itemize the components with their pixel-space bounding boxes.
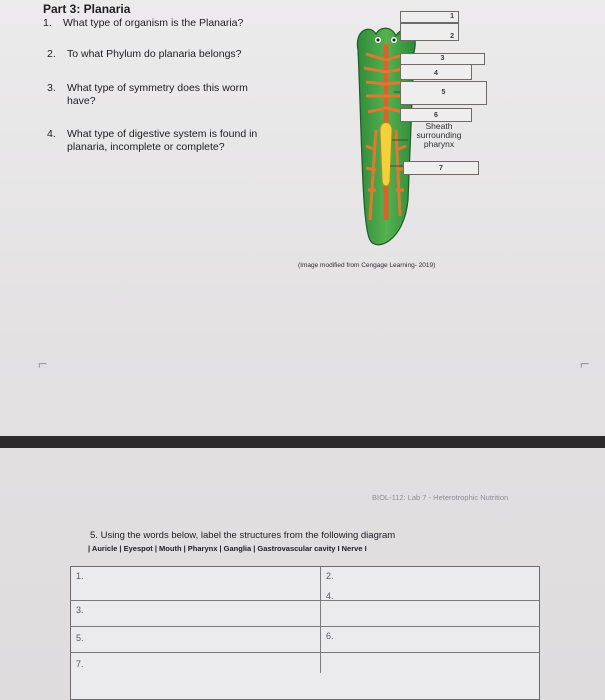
diagram-label-5: 5 <box>400 81 487 105</box>
question-5 <box>90 530 395 541</box>
answer-cell-4[interactable]: 4. <box>326 591 334 601</box>
question-4-text: What type of digestive system is found in <box>67 128 258 140</box>
sheath-label: Sheath surrounding pharynx <box>416 121 462 149</box>
question-3-text-line2: have? <box>67 95 96 107</box>
table-row-divider <box>70 626 540 627</box>
question-4 <box>47 128 257 154</box>
question-3-number: 3. <box>47 82 56 94</box>
question-1-text: What type of organism is the Planaria? <box>63 17 244 29</box>
table-row-divider <box>70 600 540 601</box>
question-3 <box>47 82 248 108</box>
crop-mark: ⌐ <box>38 356 48 373</box>
table-divider <box>320 567 321 673</box>
diagram-label-2: 2 <box>400 23 459 41</box>
table-row-divider <box>70 652 540 653</box>
diagram-label-4: 4 <box>400 64 472 80</box>
answer-cell-3[interactable]: 3. <box>76 605 84 615</box>
answer-cell-6[interactable]: 6. <box>326 631 334 641</box>
question-3-text: What type of symmetry does this worm <box>67 82 248 94</box>
image-caption: (Image modified from Cengage Learning- 2019) <box>298 262 436 269</box>
question-2-number: 2. <box>47 48 56 60</box>
diagram-label-3: 3 <box>400 53 485 65</box>
question-1-number: 1. <box>43 17 52 29</box>
answer-cell-1[interactable]: 1. <box>76 571 84 581</box>
page-divider <box>0 436 605 448</box>
word-bank: | Auricle | Eyespot | Mouth | Pharynx | Ganglia | Gastrovascular cavity I Nerve I <box>88 544 367 553</box>
diagram-label-6: 6 <box>400 108 472 122</box>
diagram-label-7: 7 <box>403 161 479 175</box>
question-1 <box>43 17 243 30</box>
part-title: Part 3: Planaria <box>43 2 131 16</box>
answer-cell-7[interactable]: 7. <box>76 659 84 669</box>
question-4-number: 4. <box>47 128 56 140</box>
question-2 <box>47 48 242 61</box>
answer-cell-5[interactable]: 5. <box>76 633 84 643</box>
question-2-text: To what Phylum do planaria belongs? <box>67 48 242 60</box>
question-4-text-line2: planaria, incomplete or complete? <box>67 141 225 153</box>
question-5-text: Using the words below, label the structures from the following diagram <box>100 530 396 541</box>
diagram-label-1: 1 <box>400 11 459 23</box>
answer-table <box>70 566 540 700</box>
footer-reference: BIOL-112: Lab 7 - Heterotrophic Nutrition <box>372 493 509 502</box>
answer-cell-2[interactable]: 2. <box>326 571 334 581</box>
question-5-number: 5. <box>90 530 98 541</box>
crop-mark: ⌐ <box>580 356 590 373</box>
